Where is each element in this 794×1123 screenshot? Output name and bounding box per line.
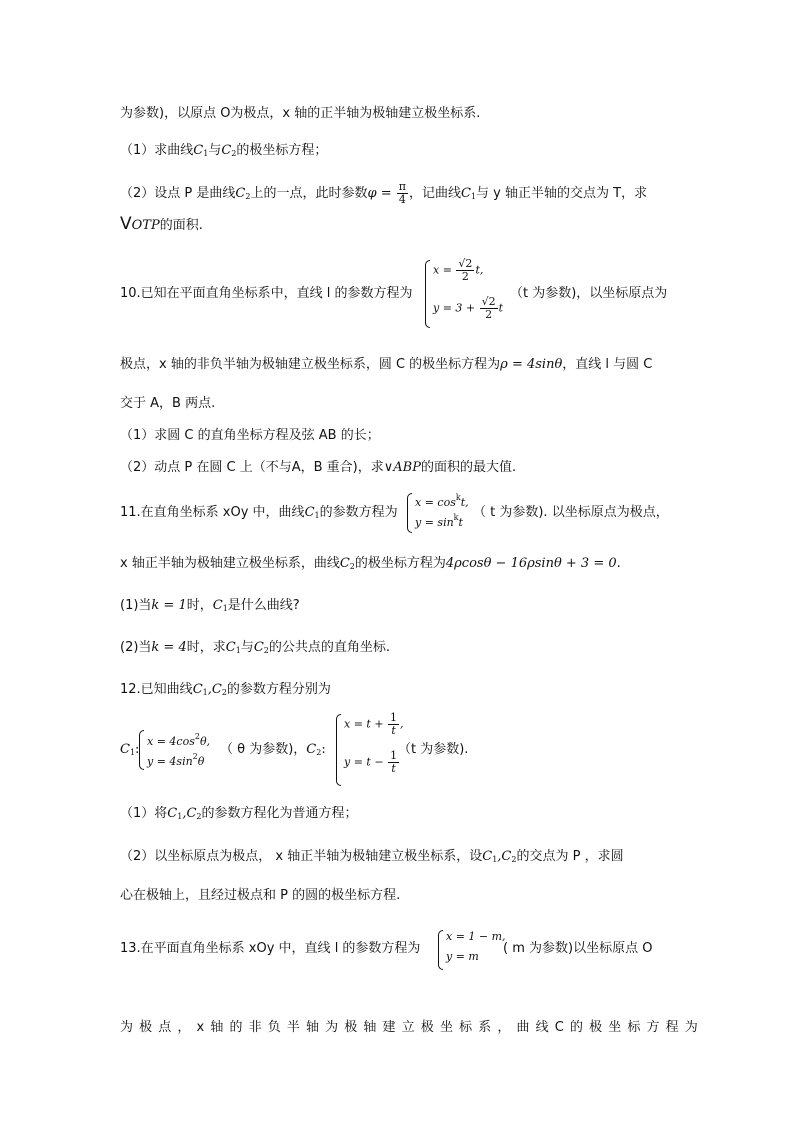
q10-eq-y: y = 3 + $\frac{√2}{2}$ t [433, 295, 504, 321]
q10-line2-prefix: 极点，x 轴的非负半轴为极轴建立极坐标系，圆 C 的极坐标方程为 [120, 357, 501, 372]
q9-p2-and: 与 y 轴正半轴的交点为 T，求 [476, 186, 648, 201]
q10-equation-system [425, 258, 515, 330]
c2-symbol: $C_2$ [253, 640, 269, 655]
q12-c1-eq-x: $x = 4\cos^2\theta$, [147, 732, 211, 748]
q9-p2-prefix: （2）设点 P 是曲线 [120, 186, 236, 201]
q9-part2-line2 [120, 216, 203, 234]
c2-symbol: $C_2$ [339, 556, 355, 571]
q13-eq-y: y = m [446, 950, 479, 963]
q9-part2: （2）设点 P 是曲线$C_2$上的一点，此时参数φ = $\frac{\pi}{4}$ ，记曲线$C_1$与 y 轴正半轴的交点为 T，求 [120, 180, 648, 206]
q12-part1: （1）将$C_1,C_2$的参数方程化为普通方程； [120, 806, 358, 821]
brace-icon [407, 493, 412, 533]
phi-den: 4 [398, 193, 406, 206]
triangle-label: OTP [131, 218, 160, 233]
q12-part2: （2）以坐标原点为极点， x 轴正半轴为极轴建立极坐标系，设$C_1,C_2$的交点为 P ，求圆 [120, 849, 624, 864]
phi-symbol: φ [367, 186, 377, 201]
q9-line1-text: 为参数)，以原点 O为极点，x 轴的正半轴为极轴建立极坐标系. [120, 106, 481, 121]
q12-part2-line2: 心在极轴上，且经过极点和 P 的圆的极坐标方程. [120, 888, 401, 903]
brace-icon [438, 930, 443, 970]
q9-p2-after: ，记曲线 [408, 186, 461, 201]
q12-c1-label: $C_1$: [120, 742, 140, 757]
q10-line2-suffix: ，直线 l 与圆 C [562, 357, 653, 372]
phi-fraction [397, 181, 408, 206]
q10-polar-eq: ρ = 4sinθ [500, 357, 563, 372]
q10-part1: （1）求圆 C 的直角坐标方程及弦 AB 的长； [120, 428, 380, 443]
q12-intro: 12.已知曲线$C_1,C_2$的参数方程分别为 [120, 682, 331, 697]
q9-p1-and: 与 [208, 143, 222, 158]
q11-eq-x: $x = \cos^kt$, [415, 493, 469, 509]
brace-icon [139, 730, 144, 770]
q11-eq-y: $y = \sin^kt$ [415, 513, 463, 529]
q12-c2-note: （t 为参数). [398, 742, 469, 757]
q9-p1-suffix: 的极坐标方程； [236, 143, 328, 158]
q10-eq-x: x = $\frac{√2}{2}$ t, [433, 257, 484, 283]
brace-icon [336, 714, 341, 786]
q12-c1-note: （ θ 为参数)，$C_2$: [220, 742, 326, 757]
c1-symbol: $C_1$ [193, 143, 209, 158]
q13-line2: 为 极 点 ， x 轴 的 非 负 半 轴 为 极 轴 建 立 极 坐 标 系 ， 曲 线 C 的 极 坐 标 方 程 为 [120, 1020, 699, 1035]
q9-p1-prefix: （1）求曲线 [120, 143, 194, 158]
q9-line1 [120, 106, 480, 122]
c1-symbol: $C_1$ [460, 186, 477, 201]
q11-intro: 11.在直角坐标系 xOy 中，曲线$C_1$的参数方程为 [120, 505, 398, 520]
phi-num: π [398, 180, 406, 193]
c1-symbol: $C_1$ [212, 598, 228, 613]
c1-symbol: $C_1$ [225, 640, 241, 655]
triangle-icon: ∨ [383, 460, 394, 475]
triangle-icon: V [120, 214, 132, 234]
q10-intro-text: 10.已知在平面直角坐标系中，直线 l 的参数方程为 [120, 286, 413, 301]
q9-p2-mid: 上的一点，此时参数 [250, 186, 368, 201]
q11-line2: x 轴正半轴为极轴建立极坐标系，曲线$C_2$的极坐标方程为4ρcosθ − 16ρsinθ + 3 = 0. [120, 556, 621, 571]
c1c2-symbols: $C_1,C_2$ [192, 682, 227, 697]
q10-line3: 交于 A，B 两点. [120, 396, 216, 411]
q9-p2-tail: 的面积. [159, 218, 203, 233]
q12-c2-eq-y: y = t − $\frac{1}{t}$ [344, 749, 398, 775]
q10-intro [120, 286, 413, 302]
q13-note: ( m 为参数)以坐标原点 O [503, 941, 653, 956]
q11-polar-eq: 4ρcosθ − 16ρsinθ + 3 = 0 [445, 556, 617, 571]
brace-icon [425, 260, 430, 328]
q11-part2: (2)当k = 4时，求$C_1$与$C_2$的公共点的直角坐标. [120, 640, 390, 655]
q12-c1-eq-y: $y = 4\sin^2\theta$ [147, 752, 205, 768]
q10-line2 [120, 357, 652, 373]
q12-c1-system [139, 728, 229, 772]
q10-part2: （2）动点 P 在圆 C 上（不与A，B 重合)，求∨ABP的面积的最大值. [120, 460, 517, 475]
triangle-label: ABP [393, 460, 421, 475]
q11-part1: (1)当k = 1时，$C_1$是什么曲线? [120, 598, 300, 613]
q13-intro: 13.在平面直角坐标系 xOy 中，直线 l 的参数方程为 [120, 941, 421, 956]
c2-symbol: $C_2$ [235, 186, 251, 201]
q9-part1 [120, 143, 327, 162]
q10-param-note: （t 为参数)，以坐标原点为 [510, 286, 668, 301]
c2-symbol: $C_2$ [221, 143, 237, 158]
q13-eq-x: x = 1 − m, [446, 930, 506, 943]
q11-param-note: （ t 为参数). 以坐标原点为极点， [473, 505, 669, 520]
q12-c2-eq-x: x = t + $\frac{1}{t}$ , [344, 711, 404, 737]
c1-symbol: $C_1$ [304, 505, 320, 520]
